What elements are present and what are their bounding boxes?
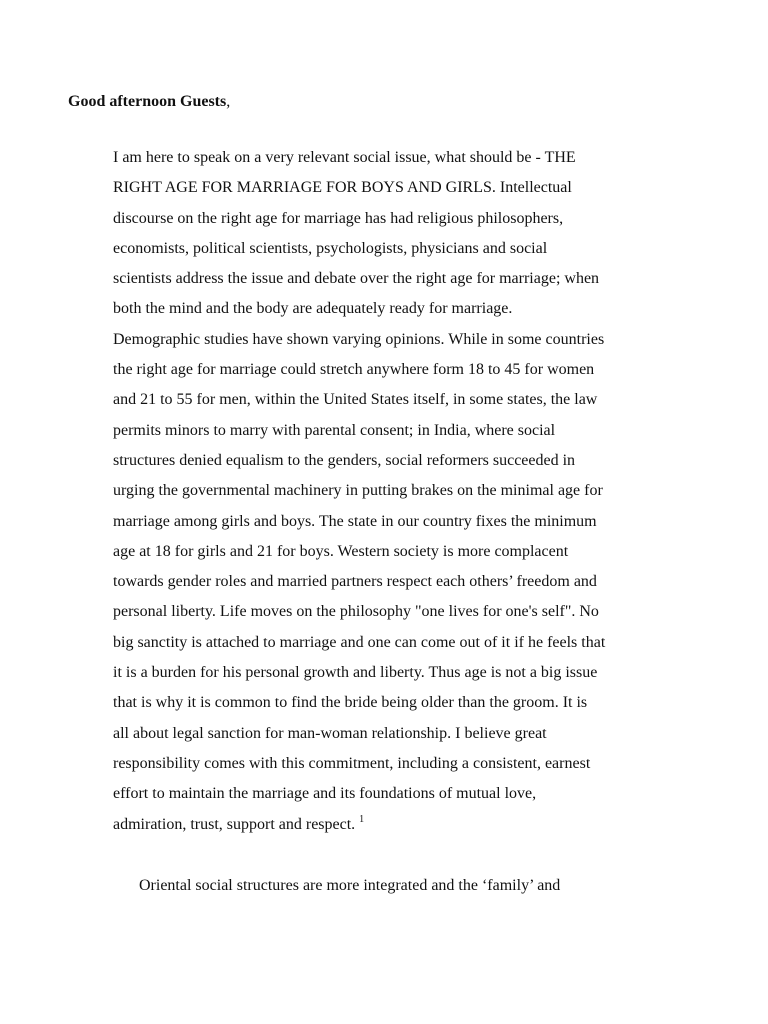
- paragraph-1: [113, 147, 673, 844]
- paragraph-last-line: [113, 814, 673, 844]
- paragraph-line: age at 18 for girls and 21 for boys. Western society is more complacent: [113, 542, 569, 560]
- greeting-text: Good afternoon Guests: [68, 93, 227, 110]
- paragraph-line: permits minors to marry with parental consent; in India, where social: [113, 421, 556, 439]
- paragraph-line-text: admiration, trust, support and respect.: [113, 815, 356, 833]
- paragraph-line: personal liberty. Life moves on the philosophy "one lives for one's self". No: [113, 603, 599, 621]
- paragraph-line: the right age for marriage could stretch anywhere form 18 to 45 for women: [113, 361, 595, 379]
- paragraph-line: I am here to speak on a very relevant social issue, what should be - THE: [113, 149, 576, 166]
- paragraph-line: it is a burden for his personal growth and liberty. Thus age is not a big issue: [113, 664, 598, 682]
- paragraph-line: that is why it is common to find the bride being older than the groom. It is: [113, 694, 588, 712]
- paragraph-line: RIGHT AGE FOR MARRIAGE FOR BOYS AND GIRLS. Intellectual: [113, 179, 572, 197]
- paragraph-line: marriage among girls and boys. The state in our country fixes the minimum: [113, 512, 597, 530]
- paragraph-line: Demographic studies have shown varying opinions. While in some countries: [113, 330, 605, 348]
- paragraph-line: responsibility comes with this commitment, including a consistent, earnest: [113, 754, 591, 772]
- paragraph-line: scientists address the issue and debate over the right age for marriage; when: [113, 270, 600, 288]
- paragraph-2-first-line: Oriental social structures are more integrated and the ‘family’ and: [139, 877, 561, 894]
- greeting-comma: ,: [226, 93, 231, 110]
- paragraph-line: economists, political scientists, psychologists, physicians and social: [113, 239, 548, 257]
- paragraph-line: structures denied equalism to the genders, social reformers succeeded in: [113, 451, 576, 469]
- paragraph-line: and 21 to 55 for men, within the United States itself, in some states, the law: [113, 391, 598, 409]
- paragraph-line: effort to maintain the marriage and its foundations of mutual love,: [113, 785, 537, 803]
- paragraph-line: urging the governmental machinery in putting brakes on the minimal age for: [113, 482, 603, 500]
- paragraph-line: big sanctity is attached to marriage and one can come out of it if he feels that: [113, 633, 606, 651]
- footnote-marker[interactable]: 1: [359, 813, 365, 825]
- paragraph-line: both the mind and the body are adequately ready for marriage.: [113, 300, 513, 318]
- paragraph-line: all about legal sanction for man-woman relationship. I believe great: [113, 724, 547, 742]
- paragraph-line: towards gender roles and married partners respect each others’ freedom and: [113, 573, 597, 591]
- greeting-line: [68, 91, 230, 113]
- paragraph-line: discourse on the right age for marriage has had religious philosophers,: [113, 209, 564, 227]
